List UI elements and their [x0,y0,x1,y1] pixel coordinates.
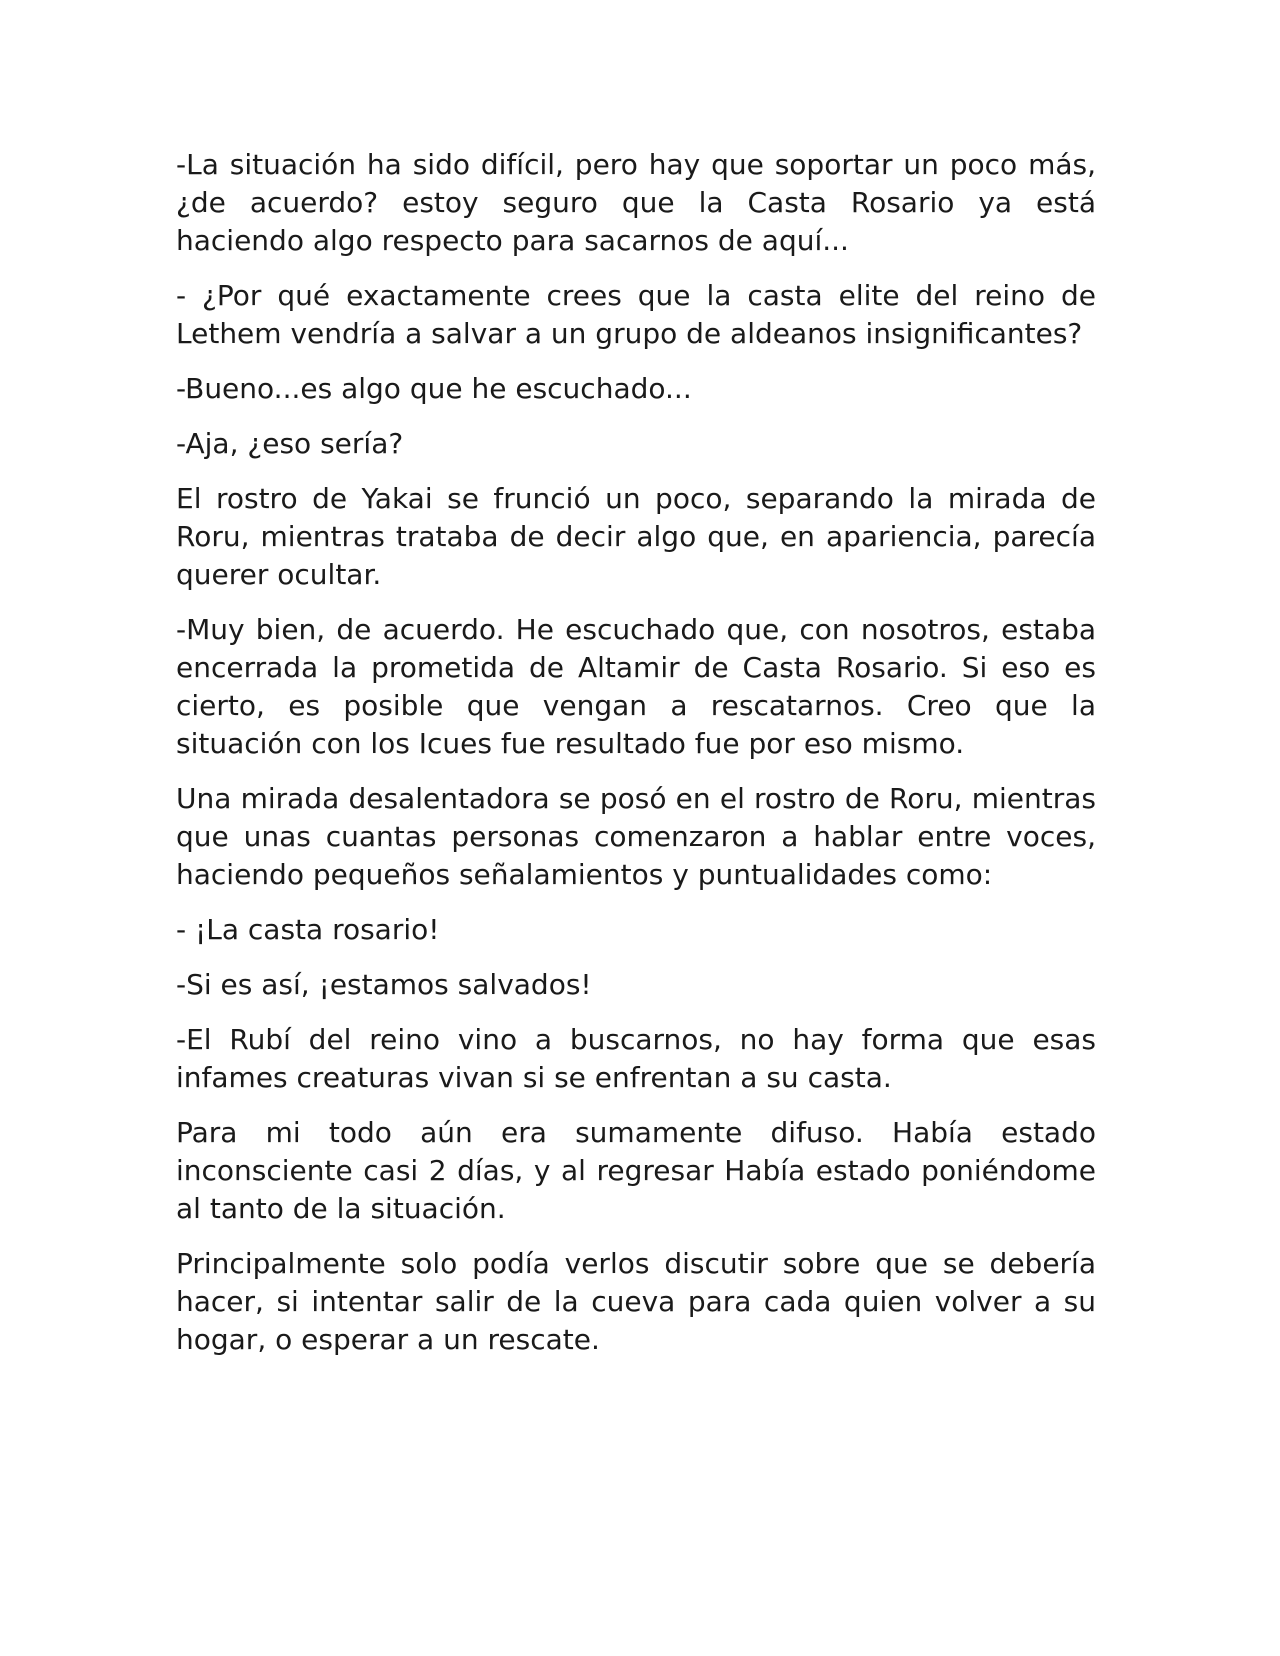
paragraph: -Si es así, ¡estamos salvados! [176,968,592,1001]
paragraph: - ¡La casta rosario! [176,913,440,946]
paragraph: Principalmente solo podía verlos discutir sobre que se debería hacer, si intentar salir de la cueva para cada quien volver a su hogar, o esperar a un rescate. [176,1247,1096,1356]
paragraph: -La situación ha sido difícil, pero hay que soportar un poco más, ¿de acuerdo? estoy seguro que la Casta Rosario ya está haciendo algo respecto para sacarnos de aquí... [176,148,1096,257]
paragraph: -Bueno...es algo que he escuchado... [176,372,692,405]
body-text [176,146,1096,1376]
paragraph: - ¿Por qué exactamente crees que la casta elite del reino de Lethem vendría a salvar a un grupo de aldeanos insignificantes? [176,279,1096,350]
paragraph: Para mi todo aún era sumamente difuso. Había estado inconsciente casi 2 días, y al regresar Había estado poniéndome al tanto de la situación. [176,1116,1096,1225]
paragraph: Una mirada desalentadora se posó en el rostro de Roru, mientras que unas cuantas personas comenzaron a hablar entre voces, haciendo pequeños señalamientos y puntualidades como: [176,782,1096,891]
paragraph: -Aja, ¿eso sería? [176,427,404,460]
paragraph: -El Rubí del reino vino a buscarnos, no hay forma que esas infames creaturas vivan si se enfrentan a su casta. [176,1023,1096,1094]
paragraph: El rostro de Yakai se frunció un poco, separando la mirada de Roru, mientras trataba de decir algo que, en apariencia, parecía querer ocultar. [176,482,1096,591]
paragraph: -Muy bien, de acuerdo. He escuchado que, con nosotros, estaba encerrada la prometida de Altamir de Casta Rosario. Si eso es cierto, es posible que vengan a rescatarnos. Creo que la situación con los Icues fue resultado fue por eso mismo. [176,613,1096,760]
